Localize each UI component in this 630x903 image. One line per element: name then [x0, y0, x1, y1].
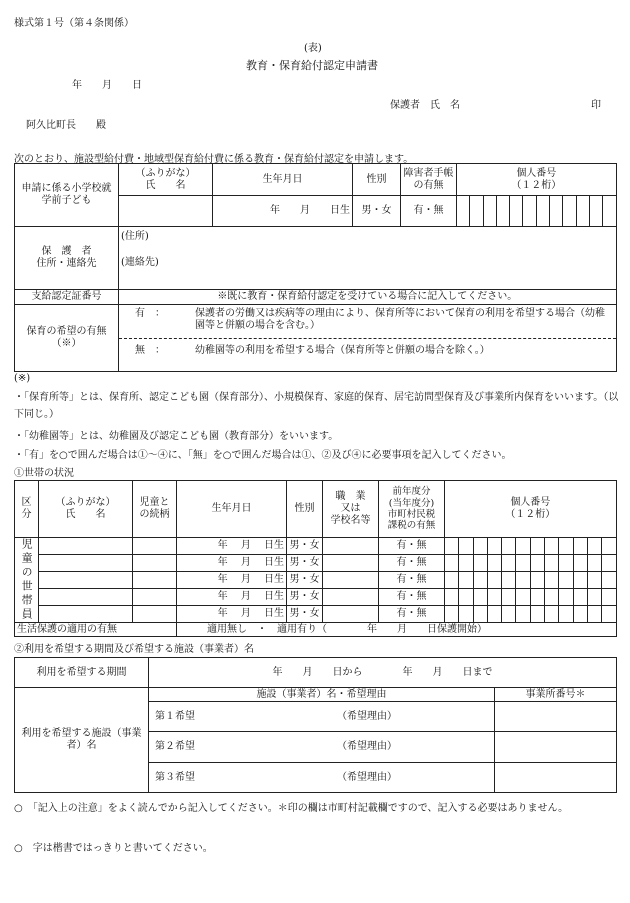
digit-cell[interactable] — [516, 555, 530, 572]
member-tax-field[interactable]: 有・無 — [379, 572, 445, 589]
digit-cell[interactable] — [536, 196, 549, 227]
digit-cell[interactable] — [502, 555, 516, 572]
member-tax-field[interactable]: 有・無 — [379, 606, 445, 623]
digit-cell[interactable] — [459, 555, 473, 572]
digit-cell[interactable] — [487, 606, 501, 623]
choice-2-reason: （希望理由） — [337, 741, 397, 752]
disability-header: 障害者手帳の有無 — [401, 164, 457, 196]
office-no-3-field[interactable] — [495, 763, 617, 793]
digit-cell[interactable] — [602, 606, 616, 623]
member-job-field[interactable] — [323, 606, 379, 623]
member-tax-field[interactable]: 有・無 — [379, 589, 445, 606]
digit-cell[interactable] — [587, 589, 601, 606]
wish-options — [119, 305, 617, 372]
member-relation-field[interactable] — [133, 538, 177, 555]
digit-cell[interactable] — [445, 589, 459, 606]
cert-label: 支給認定証番号 — [15, 290, 119, 305]
digit-cell[interactable] — [602, 555, 616, 572]
digit-cell[interactable] — [602, 572, 616, 589]
guardian-contact-field[interactable] — [119, 227, 617, 290]
digit-cell[interactable] — [530, 589, 544, 606]
digit-cell[interactable] — [589, 196, 602, 227]
digit-cell[interactable] — [545, 572, 559, 589]
child-furigana-header: （ふりがな） 氏 名 — [119, 164, 213, 196]
sex-header: 性別 — [353, 164, 401, 196]
choice-3-field[interactable] — [149, 763, 495, 793]
digit-cell[interactable] — [487, 589, 501, 606]
facility-header: 施設（事業者）名・希望理由 — [149, 688, 495, 702]
section-1-title: ①世帯の状況 — [14, 468, 74, 479]
digit-cell[interactable] — [559, 606, 573, 623]
member-mynumber-header: 個人番号 （１２桁） — [445, 481, 617, 538]
household-table — [14, 480, 617, 637]
wish-no-label: 無 ： — [135, 344, 165, 356]
member-sex-field[interactable]: 男・女 — [287, 572, 323, 589]
child-sex-field[interactable]: 男・女 — [353, 196, 401, 227]
digit-cell[interactable] — [573, 589, 587, 606]
member-job-field[interactable] — [323, 572, 379, 589]
office-no-header: 事業所番号＊ — [495, 688, 617, 702]
digit-cell[interactable] — [559, 555, 573, 572]
digit-cell[interactable] — [545, 606, 559, 623]
addressee: 阿久比町長 殿 — [26, 120, 106, 131]
birth-header: 生年月日 — [213, 164, 353, 196]
choice-3-reason: （希望理由） — [337, 771, 397, 783]
digit-cell[interactable] — [516, 572, 530, 589]
digit-cell[interactable] — [502, 572, 516, 589]
digit-cell[interactable] — [459, 589, 473, 606]
member-birth-field[interactable]: 年 月 日生 — [177, 538, 287, 555]
member-relation-field[interactable] — [133, 589, 177, 606]
choice-1-label: 第１希望 — [155, 710, 195, 722]
member-birth-field[interactable]: 年 月 日生 — [177, 589, 287, 606]
member-name-field[interactable] — [39, 555, 133, 572]
digit-cell[interactable] — [559, 572, 573, 589]
front-mark: (表) — [304, 43, 322, 54]
note-3: ・「有」を○で囲んだ場合は①～④に、「無」を○で囲んだ場合は①、②及び④に必要事項を記入してください。 — [14, 450, 512, 461]
wish-yes-label: 有 ： — [135, 307, 165, 319]
digit-cell[interactable] — [587, 538, 601, 555]
section-2-title: ②利用を希望する期間及び希望する施設（事業者）名 — [14, 644, 254, 655]
form-number: 様式第１号（第４条関係） — [14, 18, 134, 29]
member-name-field[interactable] — [39, 572, 133, 589]
digit-cell[interactable] — [502, 606, 516, 623]
applicant-table — [14, 163, 617, 372]
member-relation-field[interactable] — [133, 572, 177, 589]
digit-cell[interactable] — [573, 572, 587, 589]
digit-cell[interactable] — [445, 538, 459, 555]
cert-note[interactable]: ※既に教育・保育給付認定を受けている場合に記入してください。 — [119, 290, 617, 305]
seal-mark: 印 — [591, 100, 601, 111]
facility-label: 利用を希望する施設（事業者）名 — [15, 688, 149, 793]
digit-cell[interactable] — [502, 589, 516, 606]
welfare-value[interactable]: 適用無し ・ 適用有り（ 年 月 日保護開始） — [177, 623, 617, 637]
member-job-field[interactable] — [323, 555, 379, 572]
choice-2-field[interactable] — [149, 732, 495, 763]
digit-cell[interactable] — [530, 555, 544, 572]
digit-cell[interactable] — [459, 606, 473, 623]
member-birth-field[interactable]: 年 月 日生 — [177, 555, 287, 572]
digit-cell[interactable] — [573, 555, 587, 572]
member-sex-header: 性別 — [287, 481, 323, 538]
period-label: 利用を希望する期間 — [15, 658, 149, 688]
member-birth-field[interactable]: 年 月 日生 — [177, 572, 287, 589]
choice-3-label: 第３希望 — [155, 771, 195, 783]
member-sex-field[interactable]: 男・女 — [287, 606, 323, 623]
footer-note-1: ○ 「記入上の注意」をよく読んでから記入してください。＊印の欄は市町村記載欄ですので、記入する必要はありません。 — [14, 803, 569, 814]
digit-cell[interactable] — [473, 606, 487, 623]
digit-cell[interactable] — [530, 606, 544, 623]
welfare-label: 生活保護の適用の有無 — [15, 623, 177, 637]
choice-1-reason: （希望理由） — [337, 710, 397, 722]
digit-cell[interactable] — [550, 196, 563, 227]
digit-cell[interactable] — [516, 538, 530, 555]
child-label: 申請に係る小学校就学前子ども — [15, 164, 119, 227]
digit-cell[interactable] — [516, 589, 530, 606]
intro-text: 次のとおり、施設型給付費・地域型保育給付費に係る教育・保育給付認定を申請します。 — [14, 154, 414, 165]
digit-cell[interactable] — [487, 538, 501, 555]
note-2: ・「幼稚園等」とは、幼稚園及び認定こども園（教育部分）をいいます。 — [14, 431, 339, 442]
wish-yes-text: 保護者の労働又は疾病等の理由により、保育所等において保育の利用を希望する場合（幼稚園等と併願の場合を含む。） — [195, 307, 605, 331]
date-line: 年 月 日 — [72, 80, 142, 91]
member-birth-field[interactable]: 年 月 日生 — [177, 606, 287, 623]
member-birth-header: 生年月日 — [177, 481, 287, 538]
child-birth-field[interactable]: 年 月 日生 — [213, 196, 353, 227]
guardian-name-label: 保護者 氏 名 — [390, 100, 460, 111]
wish-no-option[interactable] — [119, 338, 616, 371]
digit-cell[interactable] — [576, 196, 589, 227]
digit-cell[interactable] — [457, 196, 470, 227]
note-1: ・「保育所等」とは、保育所、認定こども園（保育部分）、小規模保育、家庭的保育、居宅訪問型保育及び事業所内保育をいいます。（以下同じ。） — [14, 392, 619, 420]
digit-cell[interactable] — [587, 572, 601, 589]
digit-cell[interactable] — [573, 538, 587, 555]
member-tax-field[interactable]: 有・無 — [379, 555, 445, 572]
member-name-field[interactable] — [39, 589, 133, 606]
guardian-label: 保 護 者 住所・連絡先 — [15, 227, 119, 290]
digit-cell[interactable] — [563, 196, 576, 227]
office-no-1-field[interactable] — [495, 702, 617, 732]
address-label: (住所) — [121, 231, 149, 242]
tax-header: 前年度分 (当年度分) 市町村民税 課税の有無 — [379, 481, 445, 538]
digit-cell[interactable] — [559, 589, 573, 606]
relation-header: 児童との続柄 — [133, 481, 177, 538]
digit-cell[interactable] — [545, 589, 559, 606]
wish-no-text: 幼稚園等の利用を希望する場合（保育所等と併願の場合を除く。） — [195, 344, 490, 356]
wish-yes-option[interactable] — [119, 306, 616, 338]
digit-cell[interactable] — [496, 196, 509, 227]
digit-cell[interactable] — [445, 555, 459, 572]
digit-cell[interactable] — [530, 538, 544, 555]
footer-note-2: ○ 字は楷書ではっきりと書いてください。 — [14, 843, 213, 854]
digit-cell[interactable] — [473, 538, 487, 555]
digit-cell[interactable] — [473, 572, 487, 589]
digit-cell[interactable] — [502, 538, 516, 555]
member-sex-field[interactable]: 男・女 — [287, 555, 323, 572]
notes-mark: (※) — [14, 373, 31, 384]
digit-cell[interactable] — [573, 606, 587, 623]
kubun-header: 区分 — [15, 481, 39, 538]
member-relation-field[interactable] — [133, 606, 177, 623]
page-title: 教育・保育給付認定申請書 — [246, 59, 378, 72]
digit-cell[interactable] — [487, 572, 501, 589]
job-header: 職 業 又は 学校名等 — [323, 481, 379, 538]
digit-cell[interactable] — [510, 196, 523, 227]
child-name-field[interactable] — [119, 196, 213, 227]
digit-cell[interactable] — [483, 196, 496, 227]
member-furigana-header: （ふりがな） 氏 名 — [39, 481, 133, 538]
member-name-field[interactable] — [39, 606, 133, 623]
facility-table — [14, 657, 617, 793]
choice-1-field[interactable] — [149, 702, 495, 732]
digit-cell[interactable] — [545, 555, 559, 572]
digit-cell[interactable] — [587, 606, 601, 623]
digit-cell[interactable] — [602, 589, 616, 606]
digit-cell[interactable] — [473, 589, 487, 606]
member-job-field[interactable] — [323, 589, 379, 606]
member-relation-field[interactable] — [133, 555, 177, 572]
digit-cell[interactable] — [602, 538, 616, 555]
digit-cell[interactable] — [470, 196, 483, 227]
member-sex-field[interactable]: 男・女 — [287, 538, 323, 555]
period-field[interactable]: 年 月 日から 年 月 日まで — [149, 658, 617, 688]
digit-cell[interactable] — [445, 606, 459, 623]
digit-cell[interactable] — [530, 572, 544, 589]
digit-cell[interactable] — [559, 538, 573, 555]
digit-cell[interactable] — [603, 196, 616, 227]
office-no-2-field[interactable] — [495, 732, 617, 763]
digit-cell[interactable] — [459, 572, 473, 589]
child-disability-field[interactable]: 有・無 — [401, 196, 457, 227]
wish-label: 保育の希望の有無（※） — [15, 305, 119, 372]
digit-cell[interactable] — [487, 555, 501, 572]
digit-cell[interactable] — [459, 538, 473, 555]
member-tax-field[interactable]: 有・無 — [379, 538, 445, 555]
member-job-field[interactable] — [323, 538, 379, 555]
household-member-label: 児童の世帯員 — [15, 538, 39, 623]
digit-cell[interactable] — [523, 196, 536, 227]
digit-cell[interactable] — [445, 572, 459, 589]
contact-label: (連絡先) — [121, 257, 159, 268]
digit-cell[interactable] — [473, 555, 487, 572]
digit-cell[interactable] — [545, 538, 559, 555]
mynumber-header: 個人番号 （１２桁） — [457, 164, 617, 196]
digit-cell[interactable] — [516, 606, 530, 623]
choice-2-label: 第２希望 — [155, 741, 195, 752]
digit-cell[interactable] — [587, 555, 601, 572]
member-sex-field[interactable]: 男・女 — [287, 589, 323, 606]
member-name-field[interactable] — [39, 538, 133, 555]
